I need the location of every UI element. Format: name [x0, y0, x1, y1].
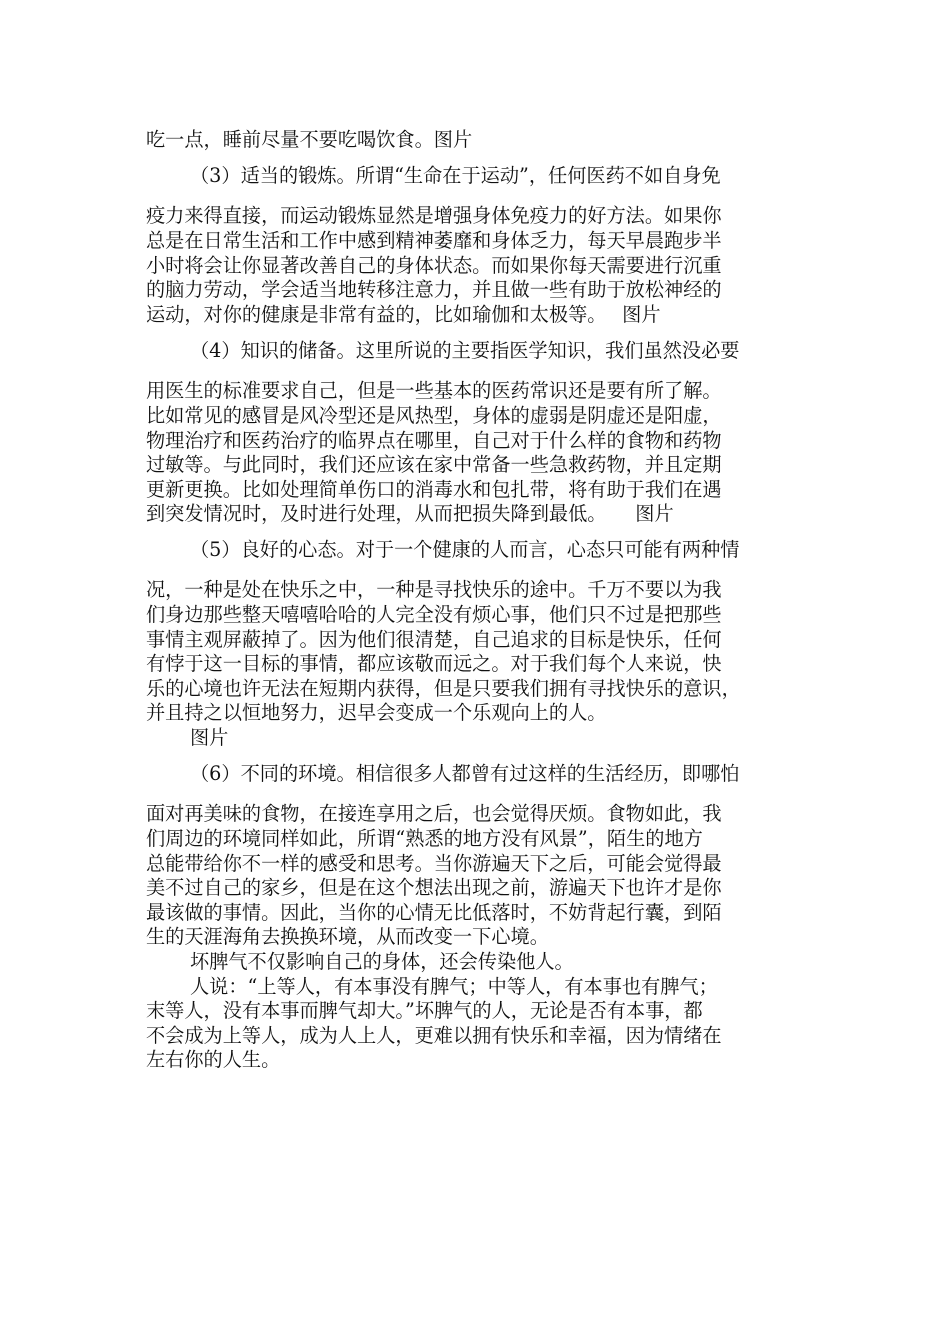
text-line: 更新更换。比如处理简单伤口的消毒水和包扎带，将有助于我们在遇	[146, 478, 722, 501]
paragraph-heading-mindset: （5）良好的心态。对于一个健康的人而言，心态只可能有两种情	[190, 538, 740, 561]
paragraph-heading-exercise: （3）适当的锻炼。所谓“生命在于运动”，任何医药不如自身免	[190, 164, 721, 187]
text-line: 面对再美味的食物，在接连享用之后，也会觉得厌烦。食物如此，我	[146, 802, 722, 825]
text-line: 用医生的标准要求自己，但是一些基本的医药常识还是要有所了解。	[146, 379, 722, 402]
text-line: 到突发情况时，及时进行处理，从而把损失降到最低。 图片	[146, 502, 674, 525]
text-line: 况，一种是处在快乐之中，一种是寻找快乐的途中。千万不要以为我	[146, 578, 722, 601]
text-line: 左右你的人生。	[146, 1048, 281, 1071]
text-line: 小时将会让你显著改善自己的身体状态。而如果你每天需要进行沉重	[146, 254, 722, 277]
image-placeholder-text: 图片	[190, 726, 229, 749]
paragraph-heading-environment: （6）不同的环境。相信很多人都曾有过这样的生活经历，即哪怕	[190, 762, 740, 785]
text-line: 过敏等。与此同时，我们还应该在家中常备一些急救药物，并且定期	[146, 453, 722, 476]
text-line: 总是在日常生活和工作中感到精神萎靡和身体乏力，每天早晨跑步半	[146, 229, 722, 252]
text-line: 最该做的事情。因此，当你的心情无比低落时，不妨背起行囊，到陌	[146, 901, 722, 924]
text-line: 运动，对你的健康是非常有益的，比如瑜伽和太极等。 图片	[146, 303, 661, 326]
text-line: 物理治疗和医药治疗的临界点在哪里，自己对于什么样的食物和药物	[146, 429, 722, 452]
text-line: 并且持之以恒地努力，迟早会变成一个乐观向上的人。	[146, 701, 607, 724]
text-line: 的脑力劳动，学会适当地转移注意力，并且做一些有助于放松神经的	[146, 278, 722, 301]
text-line: 人说：“上等人，有本事没有脾气；中等人，有本事也有脾气；	[190, 975, 718, 998]
text-line: 比如常见的感冒是风冷型还是风热型，身体的虚弱是阴虚还是阳虚，	[146, 404, 722, 427]
paragraph-heading-knowledge: （4）知识的储备。这里所说的主要指医学知识，我们虽然没必要	[190, 339, 740, 362]
text-line: 们周边的环境同样如此，所谓“熟悉的地方没有风景”，陌生的地方	[146, 827, 703, 850]
text-line: 乐的心境也许无法在短期内获得，但是只要我们拥有寻找快乐的意识，	[146, 677, 741, 700]
text-line: 事情主观屏蔽掉了。因为他们很清楚，自己追求的目标是快乐，任何	[146, 628, 722, 651]
text-line: 疫力来得直接，而运动锻炼显然是增强身体免疫力的好方法。如果你	[146, 204, 722, 227]
text-line: 吃一点，睡前尽量不要吃喝饮食。图片	[146, 128, 473, 151]
text-line: 坏脾气不仅影响自己的身体，还会传染他人。	[190, 950, 574, 973]
text-line: 总能带给你不一样的感受和思考。当你游遍天下之后，可能会觉得最	[146, 852, 722, 875]
text-line: 们身边那些整天嘻嘻哈哈的人完全没有烦心事，他们只不过是把那些	[146, 603, 722, 626]
text-line: 末等人，没有本事而脾气却大。”坏脾气的人，无论是否有本事，都	[146, 999, 703, 1022]
text-line: 生的天涯海角去换换环境，从而改变一下心境。	[146, 925, 549, 948]
text-line: 美不过自己的家乡，但是在这个想法出现之前，游遍天下也许才是你	[146, 876, 722, 899]
text-line: 不会成为上等人，成为人上人，更难以拥有快乐和幸福，因为情绪在	[146, 1024, 722, 1047]
text-line: 有悖于这一目标的事情，都应该敬而远之。对于我们每个人来说，快	[146, 652, 722, 675]
